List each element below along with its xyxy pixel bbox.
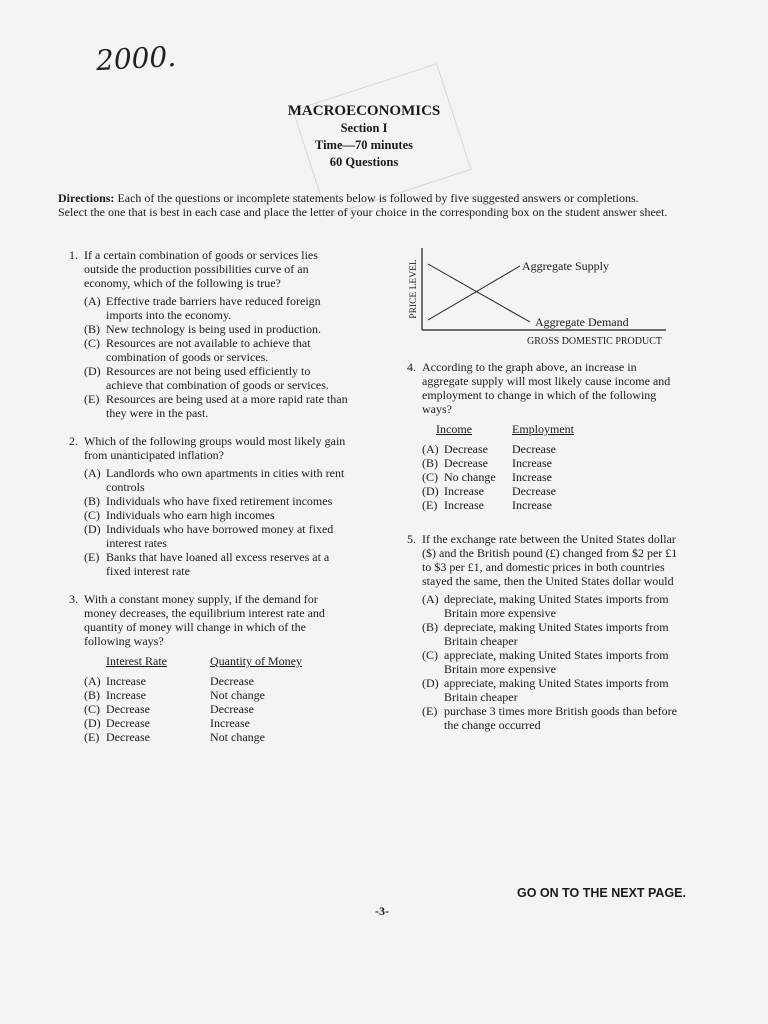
directions xyxy=(58,192,668,219)
question-stem: With a constant money supply, if the demand for money decreases, the equilibrium interest rate and quantity of money will change in which of the following ways? xyxy=(84,592,325,648)
table-cell: Increase xyxy=(106,688,146,702)
left-column xyxy=(58,248,348,758)
table-row xyxy=(422,442,682,456)
table-cell: Increase xyxy=(444,484,484,498)
choice-label: (B) xyxy=(84,688,100,702)
choice-text: Individuals who have borrowed money at fixed interest rates xyxy=(106,522,334,550)
choice xyxy=(422,648,682,676)
column-header: Interest Rate xyxy=(106,654,167,668)
choice xyxy=(84,522,348,550)
table-cell: Decrease xyxy=(444,456,488,470)
choice-label: (B) xyxy=(84,494,100,508)
right-column xyxy=(396,360,682,746)
choice-text: Landlords who own apartments in cities with rent controls xyxy=(106,466,345,494)
table-cell: Increase xyxy=(512,470,552,484)
choice-label: (B) xyxy=(422,456,438,470)
directions-label: Directions: xyxy=(58,191,115,205)
choice xyxy=(84,392,348,420)
table-row xyxy=(84,674,348,688)
question-number: 3. xyxy=(69,592,78,606)
question-5 xyxy=(396,532,682,732)
choice-label: (A) xyxy=(84,466,101,480)
choice-label: (C) xyxy=(84,508,100,522)
question-2 xyxy=(58,434,348,578)
choice-label: (C) xyxy=(84,702,100,716)
question-stem: If the exchange rate between the United States dollar ($) and the British pound (£) changed from $2 per £1 to $3 per £1, and domestic prices in both countries stayed the same, then the United States dollar would xyxy=(422,532,678,588)
table-cell: Decrease xyxy=(210,674,254,688)
answer-choices xyxy=(422,592,682,732)
table-row xyxy=(422,456,682,470)
answer-choices xyxy=(84,294,348,420)
choice-text: purchase 3 times more British goods than before the change occurred xyxy=(444,704,677,732)
section-label: Section I xyxy=(340,121,388,135)
table-cell: Decrease xyxy=(106,730,150,744)
choice-text: appreciate, making United States imports from Britain cheaper xyxy=(444,676,669,704)
table-header xyxy=(422,422,682,436)
choice xyxy=(422,676,682,704)
question-number: 4. xyxy=(407,360,416,374)
question-stem: If a certain combination of goods or services lies outside the production possibilities curve of an economy, which of the following is true? xyxy=(84,248,318,290)
choice-text: appreciate, making United States imports from Britain more expensive xyxy=(444,648,669,676)
question-4 xyxy=(396,360,682,512)
choice-label: (D) xyxy=(84,364,101,378)
choice xyxy=(422,704,682,732)
table-cell: Not change xyxy=(210,688,265,702)
choice-label: (E) xyxy=(84,550,100,564)
question-stem: Which of the following groups would most likely gain from unanticipated inflation? xyxy=(84,434,346,462)
choice-label: (B) xyxy=(84,322,100,336)
question-number: 2. xyxy=(69,434,78,448)
supply-label: Aggregate Supply xyxy=(522,259,609,273)
choice-text: Individuals who have fixed retirement incomes xyxy=(106,494,333,508)
question-3 xyxy=(58,592,348,744)
answer-choices xyxy=(84,466,348,578)
choice-text: depreciate, making United States imports from Britain more expensive xyxy=(444,592,669,620)
section-header xyxy=(0,102,768,171)
table-row xyxy=(422,498,682,512)
answer-table xyxy=(84,654,348,744)
table-row xyxy=(84,702,348,716)
question-1 xyxy=(58,248,348,420)
choice-label: (E) xyxy=(422,704,438,718)
choice-label: (D) xyxy=(84,716,101,730)
choice-label: (D) xyxy=(422,484,439,498)
choice xyxy=(84,294,348,322)
choice-label: (C) xyxy=(422,648,438,662)
table-cell: Increase xyxy=(444,498,484,512)
table-cell: Decrease xyxy=(106,702,150,716)
choice xyxy=(84,550,348,578)
question-number: 1. xyxy=(69,248,78,262)
question-stem: According to the graph above, an increase in aggregate supply will most likely cause income and employment to change in which of the following ways? xyxy=(422,360,671,416)
table-cell: Increase xyxy=(512,498,552,512)
table-cell: Decrease xyxy=(106,716,150,730)
table-row xyxy=(84,730,348,744)
choice-label: (A) xyxy=(422,442,439,456)
choice-label: (D) xyxy=(422,676,439,690)
choice-text: New technology is being used in production. xyxy=(106,322,321,336)
table-row xyxy=(422,484,682,498)
choice-label: (C) xyxy=(84,336,100,350)
choice xyxy=(422,620,682,648)
column-header: Quantity of Money xyxy=(210,654,302,668)
page-number: -3- xyxy=(375,904,389,918)
column-header: Employment xyxy=(512,422,574,436)
column-header: Income xyxy=(436,422,472,436)
choice-label: (C) xyxy=(422,470,438,484)
choice xyxy=(84,322,348,336)
table-row xyxy=(84,688,348,702)
table-row xyxy=(422,470,682,484)
page-title: MACROECONOMICS xyxy=(287,103,441,119)
aggregate-supply-demand-graph xyxy=(404,242,674,350)
choice xyxy=(422,592,682,620)
aggregate-supply-curve xyxy=(428,266,520,320)
table-cell: Not change xyxy=(210,730,265,744)
choice-label: (E) xyxy=(422,498,438,512)
aggregate-demand-curve xyxy=(428,264,530,322)
choice-label: (E) xyxy=(84,392,100,406)
choice-text: Effective trade barriers have reduced foreign imports into the economy. xyxy=(106,294,321,322)
choice xyxy=(84,494,348,508)
table-cell: Increase xyxy=(210,716,250,730)
table-cell: Decrease xyxy=(210,702,254,716)
table-row xyxy=(84,716,348,730)
demand-label: Aggregate Demand xyxy=(535,315,629,329)
table-cell: Decrease xyxy=(512,484,556,498)
choice-text: Resources are not being used efficiently to achieve that combination of goods or services. xyxy=(106,364,329,392)
choice-label: (A) xyxy=(422,592,439,606)
time-label: Time—70 minutes xyxy=(314,138,414,152)
choice-text: Resources are not available to achieve that combination of goods or services. xyxy=(106,336,311,364)
choice xyxy=(84,466,348,494)
choice-text: depreciate, making United States imports from Britain cheaper xyxy=(444,620,669,648)
handwritten-note: 2000. xyxy=(95,39,177,78)
choice-label: (E) xyxy=(84,730,100,744)
choice-label: (D) xyxy=(84,522,101,536)
table-cell: Increase xyxy=(106,674,146,688)
table-cell: No change xyxy=(444,470,496,484)
table-header xyxy=(84,654,348,668)
choice-label: (A) xyxy=(84,294,101,308)
next-page-notice: GO ON TO THE NEXT PAGE. xyxy=(516,886,686,900)
y-axis-label: PRICE LEVEL xyxy=(409,259,419,319)
choice xyxy=(84,508,348,522)
table-cell: Increase xyxy=(512,456,552,470)
choice xyxy=(84,364,348,392)
choice xyxy=(84,336,348,364)
answer-table xyxy=(422,422,682,512)
choice-text: Resources are being used at a more rapid rate than they were in the past. xyxy=(106,392,348,420)
x-axis-label: GROSS DOMESTIC PRODUCT xyxy=(526,336,662,347)
choice-text: Banks that have loaned all excess reserves at a fixed interest rate xyxy=(106,550,330,578)
table-cell: Decrease xyxy=(444,442,488,456)
table-cell: Decrease xyxy=(512,442,556,456)
question-number: 5. xyxy=(407,532,416,546)
directions-text: Each of the questions or incomplete statements below is followed by five suggested answers or completions. Select the one that is best in each case and place the letter of your choice in the corresponding box on the student answer sheet. xyxy=(58,191,668,219)
question-count: 60 Questions xyxy=(329,155,399,169)
choice-label: (A) xyxy=(84,674,101,688)
choice-text: Individuals who earn high incomes xyxy=(106,508,275,522)
choice-label: (B) xyxy=(422,620,438,634)
